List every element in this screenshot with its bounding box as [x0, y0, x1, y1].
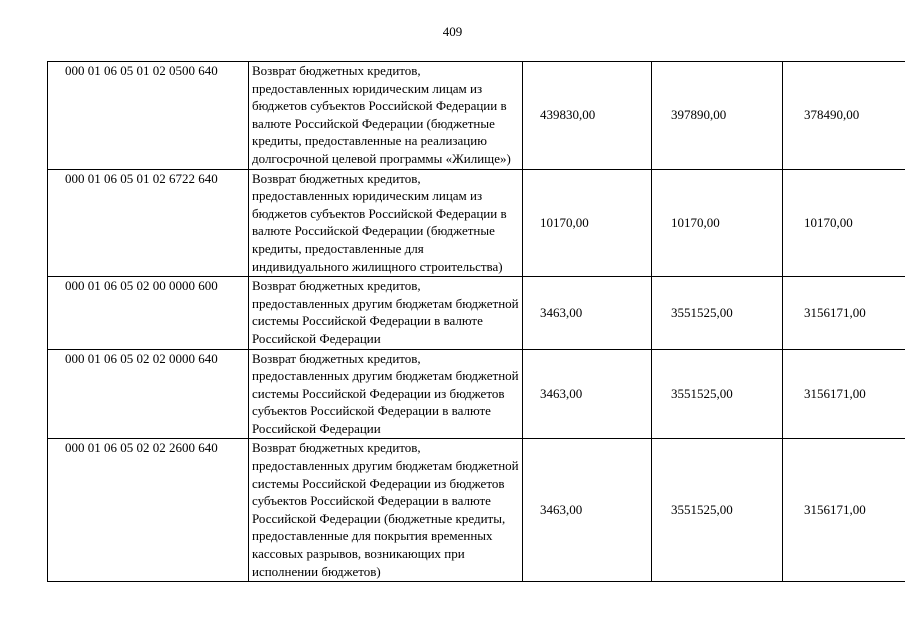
budget-code-cell: 000 01 06 05 02 02 2600 640	[48, 439, 249, 582]
table-row	[48, 439, 905, 582]
description-cell: Возврат бюджетных кредитов, предоставленных другим бюджетам бюджетной системы Российской Федерации в валюте Российской Федерации	[249, 277, 523, 349]
description-cell: Возврат бюджетных кредитов, предоставленных другим бюджетам бюджетной системы Российской Федерации из бюджетов субъектов Российской Федерации в валюте Российской Федерации (бюджетные кредиты, предоставленные для покрытия временных кассовых разрывов, возникающих при исполнении бюджетов)	[249, 439, 523, 582]
amount-cell-year-2: 10170,00	[652, 169, 783, 277]
amount-cell-year-1: 439830,00	[523, 62, 652, 170]
amount-cell-year-1: 10170,00	[523, 169, 652, 277]
budget-code-cell: 000 01 06 05 01 02 0500 640	[48, 62, 249, 170]
amount-cell-year-1: 3463,00	[523, 349, 652, 439]
amount-cell-year-3: 3156171,00	[783, 439, 905, 582]
table-row	[48, 277, 905, 349]
table-row	[48, 349, 905, 439]
amount-cell-year-3: 3156171,00	[783, 349, 905, 439]
amount-cell-year-2: 3551525,00	[652, 439, 783, 582]
description-cell: Возврат бюджетных кредитов, предоставленных другим бюджетам бюджетной системы Российской Федерации из бюджетов субъектов Российской Федерации в валюте Российской Федерации	[249, 349, 523, 439]
amount-cell-year-3: 10170,00	[783, 169, 905, 277]
table-row	[48, 62, 905, 170]
amount-cell-year-2: 3551525,00	[652, 349, 783, 439]
amount-cell-year-1: 3463,00	[523, 277, 652, 349]
amount-cell-year-3: 3156171,00	[783, 277, 905, 349]
table-row	[48, 169, 905, 277]
budget-table	[47, 61, 905, 582]
amount-cell-year-3: 378490,00	[783, 62, 905, 170]
budget-code-cell: 000 01 06 05 02 02 0000 640	[48, 349, 249, 439]
amount-cell-year-1: 3463,00	[523, 439, 652, 582]
budget-code-cell: 000 01 06 05 01 02 6722 640	[48, 169, 249, 277]
budget-code-cell: 000 01 06 05 02 00 0000 600	[48, 277, 249, 349]
description-cell: Возврат бюджетных кредитов, предоставленных юридическим лицам из бюджетов субъектов Российской Федерации в валюте Российской Федерации (бюджетные кредиты, предоставленные на реализацию долгосрочной целевой программы «Жилище»)	[249, 62, 523, 170]
page-number: 409	[442, 24, 463, 39]
description-cell: Возврат бюджетных кредитов, предоставленных юридическим лицам из бюджетов субъектов Российской Федерации в валюте Российской Федерации (бюджетные кредиты, предоставленные для индивидуального жилищного строительства)	[249, 169, 523, 277]
amount-cell-year-2: 397890,00	[652, 62, 783, 170]
amount-cell-year-2: 3551525,00	[652, 277, 783, 349]
